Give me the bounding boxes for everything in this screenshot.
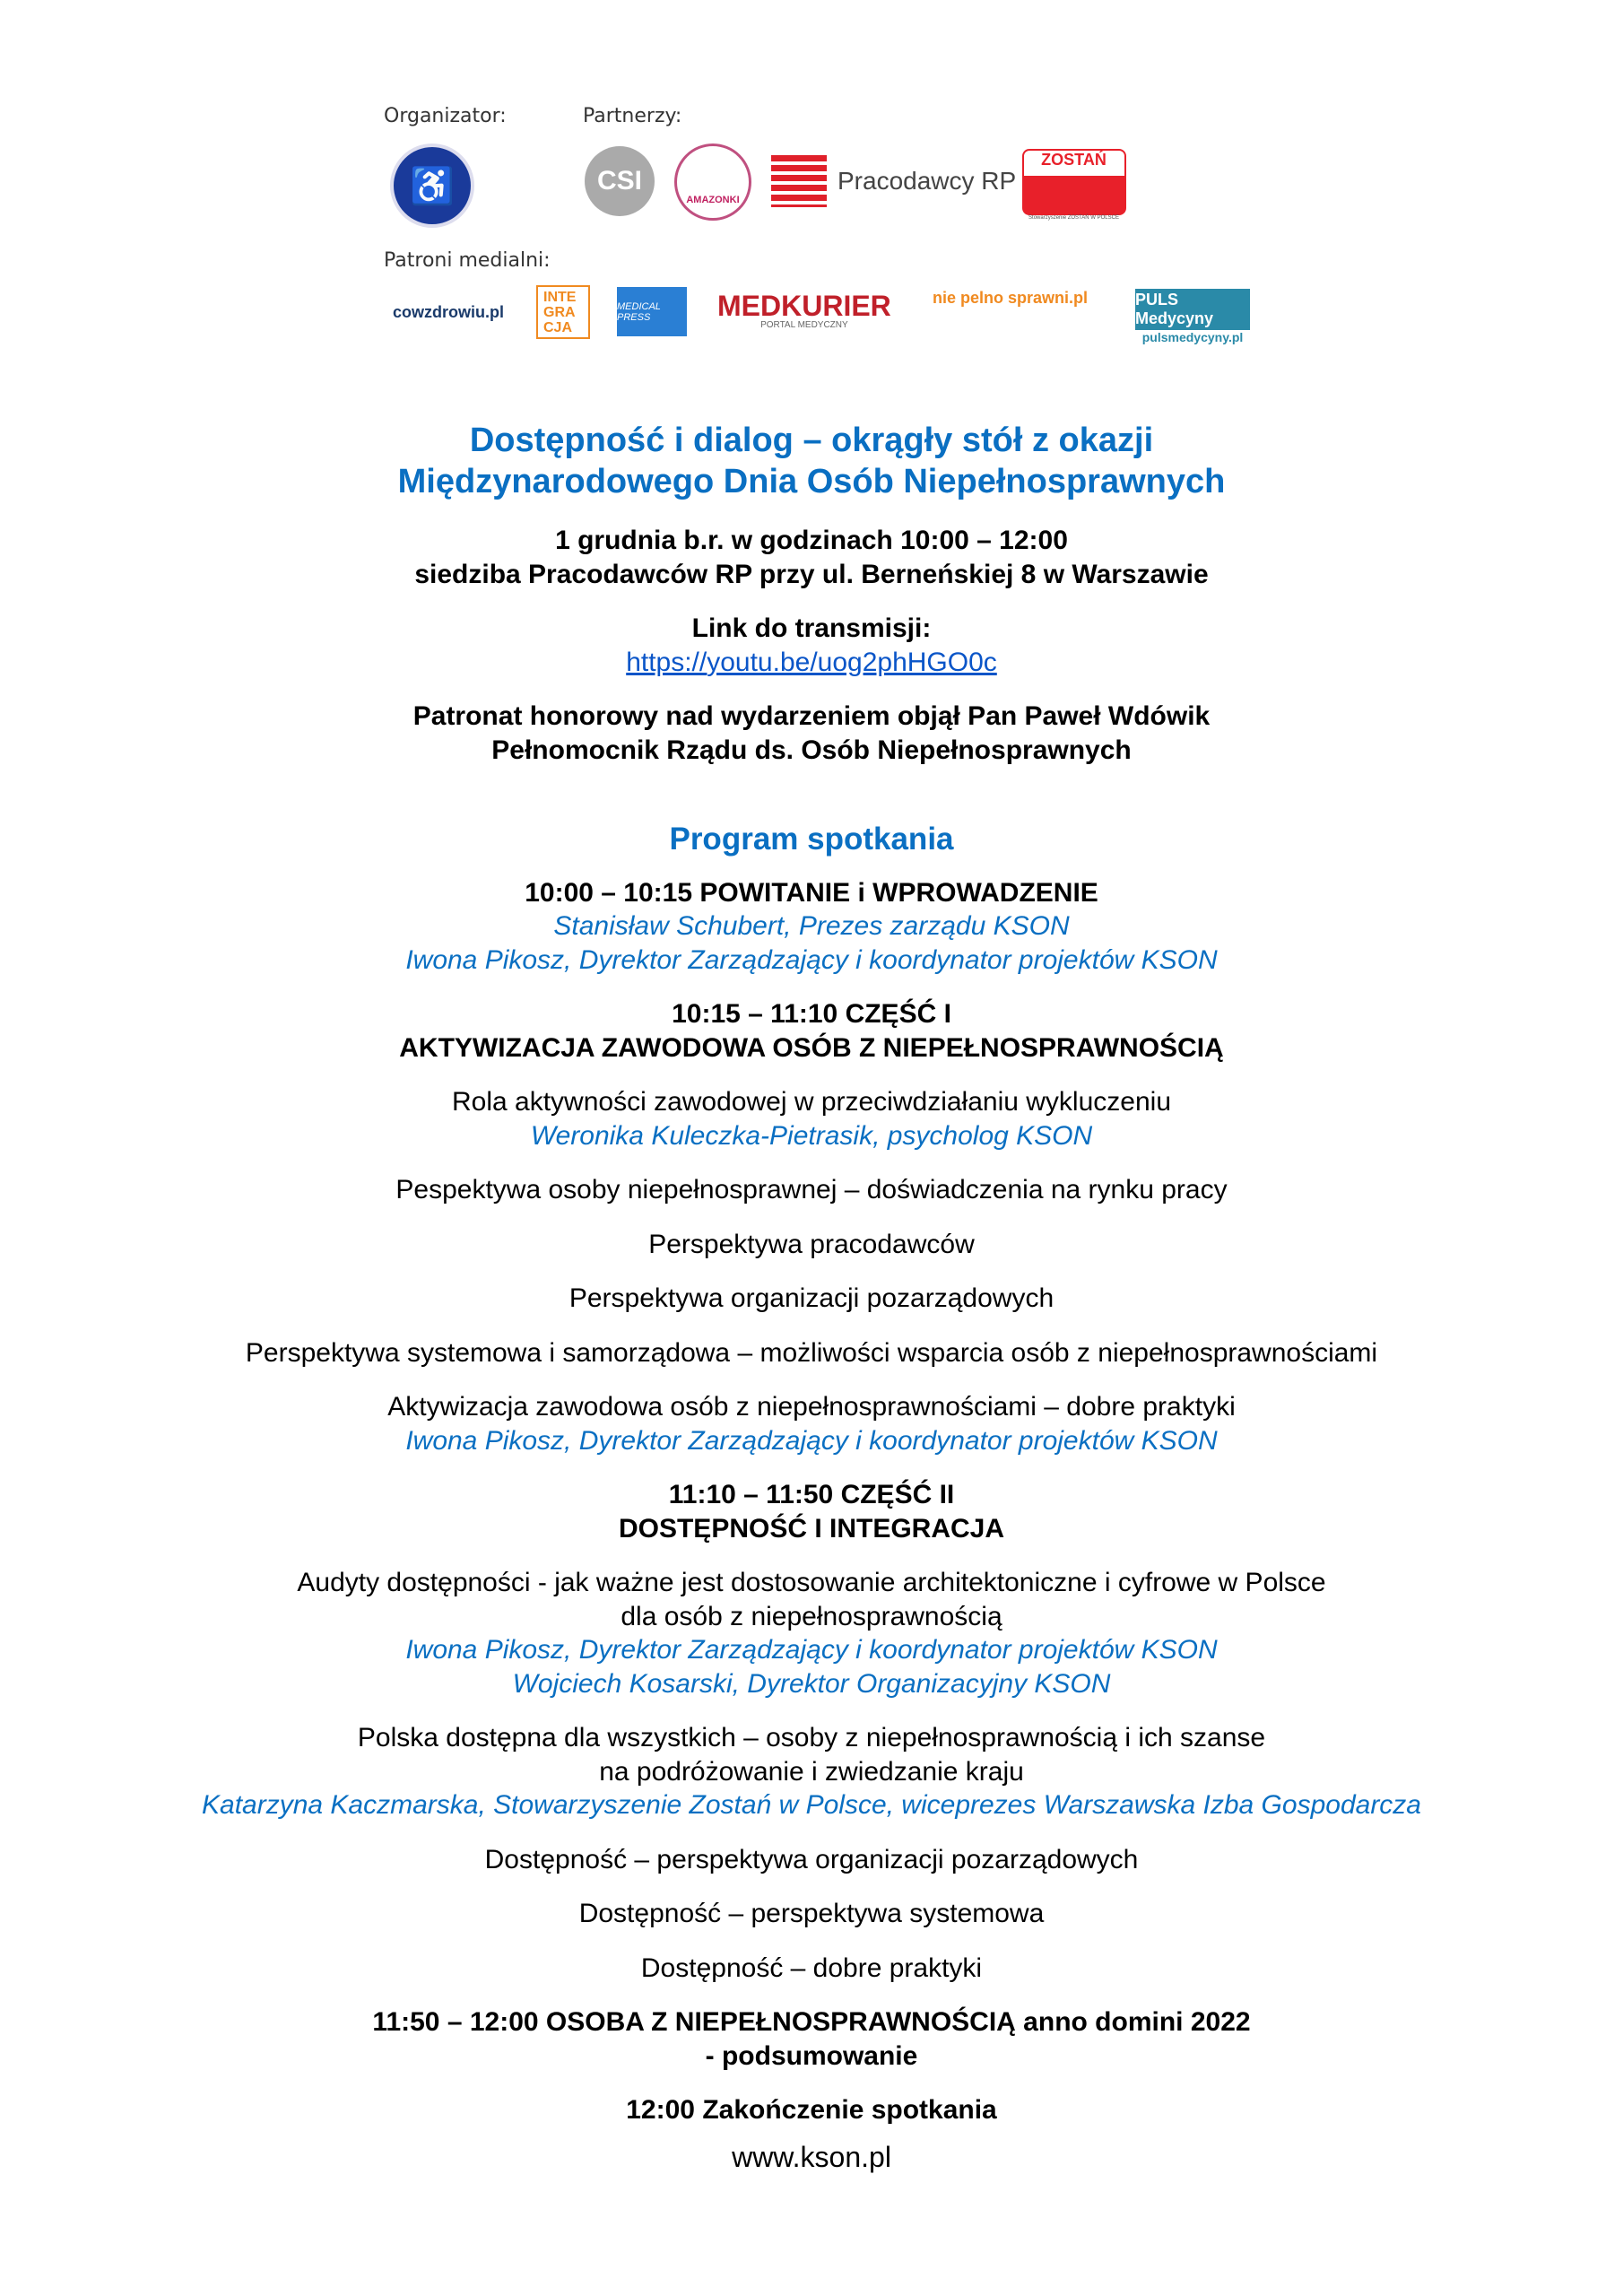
topic: Aktywizacja zawodowa osób z niepełnosprawnościami – dobre praktyki xyxy=(387,1392,1236,1422)
patron-line: Patronat honorowy nad wydarzeniem objął Pan Paweł Wdówik xyxy=(412,701,1211,731)
speaker: Stanisław Schubert, Prezes zarządu KSON xyxy=(553,911,1070,941)
title-line: Dostępność i dialog – okrągły stół z okazji xyxy=(469,422,1154,459)
speaker: Iwona Pikosz, Dyrektor Zarządzający i koordynator projektów KSON xyxy=(405,1635,1218,1665)
stream-label: Link do transmisji: xyxy=(691,613,932,643)
agenda-item: Pespektywa osoby niepełnosprawnej – doświadczenia na rynku pracy xyxy=(395,1175,1228,1205)
amazonki-logo: AMAZONKI xyxy=(674,144,751,221)
patronage xyxy=(0,700,1623,767)
website: www.kson.pl xyxy=(732,2140,891,2173)
agenda-item: Dostępność – perspektywa organizacji pozarządowych xyxy=(484,1844,1139,1874)
agenda-item: Dostępność – dobre praktyki xyxy=(640,1952,983,1983)
session-heading: 11:10 – 11:50 CZĘŚĆ II xyxy=(668,1480,955,1509)
session-heading: DOSTĘPNOŚĆ I INTEGRACJA xyxy=(618,1513,1005,1544)
agenda-item xyxy=(0,1085,1623,1152)
agenda-item: Dostępność – perspektywa systemowa xyxy=(578,1899,1045,1928)
cowzdrowiu-logo: cowzdrowiu.pl xyxy=(393,302,504,321)
agenda-item: Perspektywa organizacji pozarządowych xyxy=(568,1283,1055,1313)
event-venue: siedziba Pracodawców RP przy ul. Berneńskiej 8 w Warszawie xyxy=(414,559,1209,589)
event-date: 1 grudnia b.r. w godzinach 10:00 – 12:00 xyxy=(555,526,1068,555)
csi-logo: CSI xyxy=(585,146,655,216)
session-heading: - podsumowanie xyxy=(705,2040,918,2071)
agenda-item xyxy=(0,1721,1623,1822)
stream-block xyxy=(0,612,1623,679)
topic: Audyty dostępności - jak ważne jest dostosowanie architektoniczne i cyfrowe w Polsce xyxy=(297,1568,1326,1597)
agenda-item xyxy=(0,1390,1623,1457)
session-heading: 10:15 – 11:10 CZĘŚĆ I xyxy=(672,999,951,1029)
medical-press-logo: MEDICAL PRESS xyxy=(617,287,687,336)
session-1-heading xyxy=(0,997,1623,1065)
topic: Rola aktywności zawodowej w przeciwdziałaniu wykluczeniu xyxy=(451,1087,1172,1117)
session-2-heading xyxy=(0,1478,1623,1545)
niepelnosprawni-logo: nie pelno sprawni.pl xyxy=(933,289,1089,307)
topic: na podróżowanie i zwiedzanie kraju xyxy=(599,1756,1024,1787)
patron-line: Pełnomocnik Rządu ds. Osób Niepełnosprawnych xyxy=(491,735,1132,765)
program-item-welcome xyxy=(0,876,1623,978)
zostan-logo: ZOSTAŃ Stowarzyszenie ZOSTAŃ W POLSCE xyxy=(1022,145,1125,224)
session-heading: 11:50 – 12:00 OSOBA Z NIEPEŁNOSPRAWNOŚCIĄ anno domini 2022 xyxy=(372,2007,1251,2037)
program-title: Program spotkania xyxy=(669,822,954,857)
document-body xyxy=(0,420,1623,2174)
puls-medycyny-logo: PULS Medycyny pulsmedycyny.pl xyxy=(1135,289,1250,344)
medkurier-logo: MEDKURIER PORTAL MEDYCZNY xyxy=(717,290,891,330)
speaker: Iwona Pikosz, Dyrektor Zarządzający i koordynator projektów KSON xyxy=(405,944,1218,975)
speaker: Weronika Kuleczka-Pietrasik, psycholog KSON xyxy=(530,1120,1093,1151)
session-heading: 10:00 – 10:15 POWITANIE i WPROWADZENIE xyxy=(525,877,1098,908)
summary-session xyxy=(0,2005,1623,2073)
event-title xyxy=(0,420,1623,502)
closing: 12:00 Zakończenie spotkania xyxy=(626,2095,997,2125)
speaker: Iwona Pikosz, Dyrektor Zarządzający i koordynator projektów KSON xyxy=(405,1425,1218,1456)
speaker: Wojciech Kosarski, Dyrektor Organizacyjny KSON xyxy=(512,1668,1111,1699)
organizer-label: Organizator: xyxy=(384,105,507,127)
agenda-item: Perspektywa systemowa i samorządowa – możliwości wsparcia osób z niepełnosprawnościami xyxy=(245,1337,1378,1368)
topic: dla osób z niepełnosprawnością xyxy=(621,1601,1002,1631)
partners-label: Partnerzy: xyxy=(583,105,682,127)
speaker: Katarzyna Kaczmarska, Stowarzyszenie Zostań w Polsce, wiceprezes Warszawska Izba Gospodarcza xyxy=(202,1790,1421,1820)
event-info xyxy=(0,524,1623,591)
media-label: Patroni medialni: xyxy=(384,249,551,272)
agenda-item: Perspektywa pracodawców xyxy=(648,1229,975,1259)
kson-logo: ♿ xyxy=(390,144,474,228)
integracja-logo: INTE GRA CJA xyxy=(536,285,590,339)
session-heading: AKTYWIZACJA ZAWODOWA OSÓB Z NIEPEŁNOSPRAWNOŚCIĄ xyxy=(399,1032,1224,1063)
topic: Polska dostępna dla wszystkich – osoby z niepełnosprawnością i ich szanse xyxy=(357,1723,1266,1752)
agenda-item xyxy=(0,1566,1623,1700)
stream-link[interactable]: https://youtu.be/uog2phHGO0c xyxy=(626,647,997,677)
pracodawcy-rp-logo: Pracodawcy RP xyxy=(771,154,1016,208)
title-line: Międzynarodowego Dnia Osób Niepełnosprawnych xyxy=(397,463,1226,500)
